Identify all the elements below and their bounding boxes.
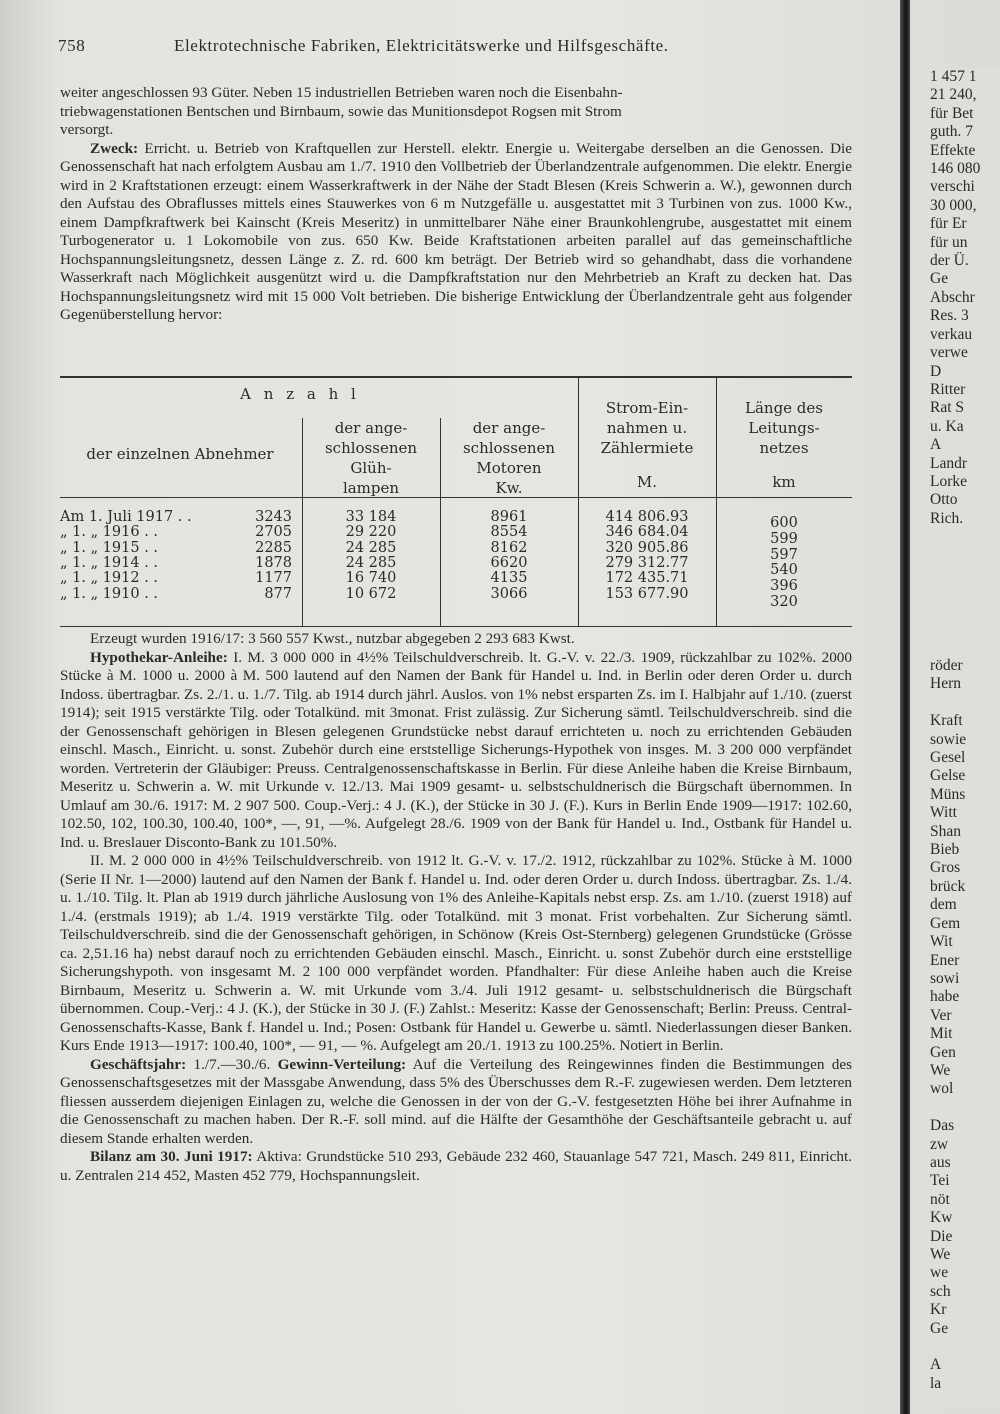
- erzeugt-line: Erzeugt wurden 1916/17: 3 560 557 Kwst., nutzbar abgegeben 2 293 683 Kwst.: [90, 630, 575, 647]
- row-motoren: 8162: [490, 539, 528, 556]
- row-abnehmer: 2705: [255, 524, 292, 541]
- adjacent-line: Kw: [930, 1209, 953, 1227]
- adjacent-line: [930, 694, 1000, 712]
- table-header-motoren: der ange- schlossenen Motoren Kw.: [462, 419, 556, 497]
- adjacent-line: Hern: [930, 675, 961, 693]
- adjacent-line: u. Ka: [930, 417, 964, 435]
- adjacent-line: wol: [930, 1080, 954, 1098]
- adjacent-line: 1 457 1: [930, 68, 977, 85]
- zweck-label: Zweck:: [90, 139, 139, 157]
- row-laenge: 320: [770, 594, 798, 610]
- adjacent-line: Rat S: [930, 399, 965, 417]
- intro-line: weiter angeschlossen 93 Güter. Neben 15 industriellen Betrieben waren noch die Eisenbahn-: [60, 84, 623, 101]
- adjacent-line: für Bet: [930, 104, 974, 122]
- row-einnahmen: 172 435.71: [605, 570, 689, 587]
- adjacent-line: Bieb: [930, 841, 960, 859]
- adjacent-line: [930, 602, 1000, 620]
- row-lampen: 29 220: [345, 524, 397, 541]
- row-einnahmen: 414 806.93: [605, 509, 689, 525]
- adjacent-line: zw: [930, 1135, 949, 1153]
- adjacent-line: sowi: [930, 969, 960, 987]
- adjacent-line: Gelse: [930, 767, 966, 785]
- adjacent-line: Lorke: [930, 472, 968, 490]
- row-abnehmer: 3243: [255, 509, 292, 525]
- adjacent-line: [930, 1338, 1000, 1356]
- table-header-abnehmer: der einzelnen Abnehmer: [86, 445, 274, 463]
- table-top-rule: [60, 376, 852, 378]
- adjacent-line: Effekte: [930, 141, 976, 159]
- table-bottom-rule: [60, 626, 852, 627]
- adjacent-line: der Ü.: [930, 252, 969, 270]
- body-text: [60, 630, 852, 1185]
- adjacent-line: Shan: [930, 822, 961, 840]
- row-date: „ 1. „ 1914 . .: [60, 554, 159, 571]
- adjacent-line: Tei: [930, 1172, 950, 1190]
- adjacent-line: sowie: [930, 730, 967, 748]
- row-laenge: 540: [770, 562, 798, 579]
- adjacent-line: We: [930, 1246, 951, 1263]
- row-laenge: 600: [770, 515, 798, 531]
- adjacent-line: Ener: [930, 951, 960, 969]
- adjacent-line: sch: [930, 1282, 951, 1300]
- adjacent-line: verwe: [930, 344, 968, 362]
- adjacent-line: D: [930, 362, 942, 380]
- adjacent-line: verschi: [930, 178, 975, 196]
- zweck-text: Erricht. u. Betrieb von Kraftquellen zur Herstell. elektr. Energie u. Weitergabe derselben an die Genossen. Die Genossenschaft hat nach erfolgtem Ausbau am 1./7. 1910 den Vollbetrieb der Überlandzentrale aufgenommen. Die elektr. Energie wird in 2 Kraftstationen erzeugt: einem Wasserkraftwerk in der Nähe der Stadt Blesen (Kreis Schwerin a. W.), gewonnen durch den Aufstau des Obraflusses mittels eines Stauwerkes von 6 m Nutzgefälle u. ausgestattet mit 3 Turbinen von zus. 1000 Kw., einem Dampfkraftwerk bei Kainscht (Kreis Meseritz) in unmittelbarer Nähe einer Braunkohlengrube, ausgestattet mit einem Turbogenerator u. 1 Lokomobile von zus. 650 Kw. Beide Kraftstationen arbeiten parallel auf das gemeinschaftliche Hochspannungsleitungsnetz, dessen Länge z. Z. rd. 600 km beträgt. Der Betrieb wird so gehandhabt, dass die vorhandene Wasserkraft nach Möglichkeit ausgenützt wird u. die Dampfkraftstation nur den Mehrbetrieb an Kraft zu decken hat. Das Hochspannungsleitungsnetz wird mit 15 000 Volt betrieben. Die bisherige Entwicklung der Überlandzentrale geht aus folgender Gegenüberstellung hervor:: [60, 139, 852, 323]
- table-group-header: A n z a h l: [240, 385, 360, 403]
- hypothekar-text: I. M. 3 000 000 in 4½% Teilschuldverschreib. lt. G.-V. v. 22./3. 1909, rückzahlbar zu 102%. 2000 Stücke à M. 1000 u. 2000 à M. 500 lautend auf den Namen der Bank für Handel u. Ind. in Berlin oder deren Order u. durch Indoss. übertragbar. Zs. 2./1. u. 1./7. Tilg. ab 1914 durch jährl. Auslos. von 1% nebst ersparten Zs. im I. Halbjahr auf 1./10. (zuerst 1914); seit 1915 verstärkte Tilg. oder Totalkünd. mit 3monat. Frist zulässig. Zur Sicherung sämtl. Teilschuldverschreib. sind die der Genossenschaft gehörigen in Blesen gelegenen Grundstücke nebst darauf errichteten u. noch zu errichtenden Gebäuden einschl. Masch., Einricht. u. sonst. Zubehör durch eine erststellige Sicherungs-Hypothek von insges. M. 3 200 000 verpfändet worden. Vertreterin der Gläubiger: Preuss. Centralgenossenschaftskasse in Berlin. Für diese Anleihe haben die Kreise Birnbaum, Meseritz u. Schwerin a. W. mit Urkunde v. 12./13. Mai 1909 gesamt- u. selbstschuldnerisch die Bürgschaft übernommen. In Umlauf am 30./6. 1917: M. 2 907 500. Coup.-Verj.: 4 J. (K.), der Stücke in 30 J. (F.). Kurs in Berlin Ende 1909—1917: 102.60, 102.50, 102, 100.30, 100.40, 100*, —, 91, —%. Aufgelegt 28./6. 1909 von der Bank für Handel u. Ind., Ostbank für Handel u. Ind. u. Breslauer Disconto-Bank zu 101.50%.: [60, 648, 852, 851]
- bilanz-paragraph: [60, 1148, 852, 1185]
- row-einnahmen: 346 684.04: [605, 524, 689, 541]
- page-number: 758: [58, 36, 86, 55]
- adjacent-line: we: [930, 1264, 949, 1282]
- adjacent-line: Witt: [930, 804, 957, 822]
- row-lampen: 16 740: [345, 570, 397, 587]
- gewinn-text: Auf die Verteilung des Reingewinnes finden die Bestimmungen des Genossenschaftsgesetzes mit der Massgabe Anwendung, dass 5% des Überschusses dem R.-F. zugewiesen werden. Dem letzteren fliessen ausserdem diejenigen Einlagen zu, welche die Genossen in der von der G.-V. festgesetzten Höhe bei ihrer Aufnahme in die Genossenschaft zu machen haben. Der R.-F. soll mind. auf die Hälfte der Gesamthöhe der Geschäftsanteile gebracht u. auf diesem Stande erhalten werden.: [60, 1055, 852, 1147]
- row-abnehmer: 2285: [255, 539, 292, 556]
- adjacent-line: nöt: [930, 1190, 950, 1208]
- adjacent-line: für Er: [930, 215, 967, 233]
- row-laenge: 597: [770, 546, 798, 563]
- adjacent-line: Gen: [930, 1043, 956, 1061]
- row-einnahmen: 279 312.77: [605, 554, 689, 571]
- adjacent-line: guth. 7: [930, 123, 974, 141]
- adjacent-line: We: [930, 1061, 951, 1079]
- running-title: Elektrotechnische Fabriken, Elektricitätswerke und Hilfsgeschäfte.: [174, 36, 669, 55]
- adjacent-line: röder: [930, 657, 963, 674]
- adjacent-line: Das: [930, 1117, 955, 1135]
- row-laenge: 599: [770, 530, 798, 547]
- geschaeftsjahr-text: 1./7.—30./6.: [186, 1055, 271, 1073]
- adjacent-line: Ritter: [930, 380, 966, 398]
- adjacent-line: 21 240,: [930, 86, 977, 104]
- row-abnehmer: 877: [264, 585, 292, 602]
- anleihe2-paragraph: II. M. 2 000 000 in 4½% Teilschuldverschreib. von 1912 lt. G.-V. v. 17./2. 1912, rückzahlbar zu 102%. Stücke à M. 1000 (Serie II Nr. 1—2000) lautend auf den Namen der Bank f. Handel u. Ind. oder deren Order u. durch Indoss. übertragbar. Zs. 1./4. u. 1./10. Tilg. lt. Plan ab 1919 durch jährliche Auslosung von 1% des Anleihe-Kapitals nebst ersp. Zs. am 1./10. (zuerst 1918) auf 1./4. (erstmals 1919); ab 1./4. 1919 verstärkte Tilg. oder Totalkünd. mit 3 monat. Frist vorbehalten. Zur Sicherung sämtl. Teilschuldverschreib. sind die der Genossenschaft gehörigen, in Schönow (Kreis Ost-Sternberg) gelegenen Grundstücke (Grösse ca. 2,51.16 ha) nebst darauf noch zu errichtenden Gebäuden einschl. Masch., Einricht. u. sonst Zubehör durch eine erststellige Sicherungshypoth. von insgesamt M. 2 100 000 verpfändet worden. Pfandhalter: Für diese Anleihe haben auch die Kreise Birnbaum, Meseritz u. Schwerin a. W. mit Urkunde vom 3./4. Juli 1912 gesamt- u. selbstschuldnerisch die Bürgschaft übernommen. Coup.-Verj.: 4 J. (K.), der Stücke in 30 J. (F.) Zahlst.: Meseritz: Kasse der Genossenschaft; Berlin: Preuss. Central-Genossenschafts-Kasse, Bank f. Handel u. Ind.; Posen: Ostbank für Handel u. Gewerbe u. sämtl. Niederlassungen dieser Banken. Kurs Ende 1913—1917: 100.40, 100*, — 91, — %. Aufgelegt am 20./1. 1913 zu 100.25%. Notiert in Berlin.: [60, 852, 852, 1054]
- row-date: „ 1. „ 1915 . .: [60, 539, 159, 556]
- adjacent-line: für un: [930, 233, 968, 251]
- adjacent-line: 146 080: [930, 160, 981, 178]
- row-date: Am 1. Juli 1917 . .: [60, 509, 192, 525]
- adjacent-line: Abschr: [930, 288, 975, 306]
- adjacent-line: [930, 565, 1000, 583]
- geschaeftsjahr-label: Geschäftsjahr:: [90, 1055, 187, 1073]
- adjacent-line: Kraft: [930, 712, 963, 730]
- adjacent-line: Mit: [930, 1025, 953, 1043]
- row-laenge: 396: [770, 578, 798, 595]
- row-motoren: 3066: [490, 585, 528, 602]
- column-gutter: [900, 0, 910, 1414]
- adjacent-line: [930, 528, 1000, 546]
- adjacent-line: dem: [930, 896, 957, 914]
- row-motoren: 8961: [490, 509, 528, 525]
- adjacent-line: [930, 1099, 1000, 1117]
- row-einnahmen: 153 677.90: [605, 585, 689, 602]
- row-date: „ 1. „ 1916 . .: [60, 524, 159, 541]
- adjacent-line: Kr: [930, 1301, 947, 1319]
- adjacent-line: A: [930, 1356, 942, 1374]
- adjacent-line: brück: [930, 877, 966, 895]
- adjacent-line: 30 000,: [930, 196, 977, 214]
- adjacent-line: Res. 3: [930, 307, 969, 325]
- adjacent-line: A: [930, 436, 942, 454]
- adjacent-line: Gesel: [930, 749, 966, 767]
- intro-paragraph: [60, 84, 852, 325]
- adjacent-line: Landr: [930, 454, 968, 472]
- row-motoren: 6620: [490, 554, 528, 571]
- adjacent-line: habe: [930, 988, 960, 1006]
- table-header-laenge: Länge des Leitungs- netzes km: [745, 399, 823, 491]
- row-lampen: 33 184: [345, 509, 397, 525]
- adjacent-line: [930, 583, 1000, 601]
- geschaeftsjahr-paragraph: [60, 1056, 852, 1149]
- hypothekar-paragraph: [60, 649, 852, 853]
- adjacent-line: [930, 547, 1000, 565]
- adjacent-line: aus: [930, 1153, 951, 1171]
- adjacent-line: [930, 620, 1000, 638]
- adjacent-line: [930, 639, 1000, 657]
- row-lampen: 10 672: [345, 585, 397, 602]
- row-motoren: 8554: [490, 524, 528, 541]
- intro-line: versorgt.: [60, 121, 114, 138]
- zweck-paragraph: [60, 140, 852, 325]
- table-header-einnahmen: Strom-Ein- nahmen u. Zählermiete M.: [600, 399, 694, 491]
- row-lampen: 24 285: [345, 554, 397, 571]
- adjacent-line: Ge: [930, 270, 949, 288]
- adjacent-line: Die: [930, 1227, 953, 1245]
- row-date: „ 1. „ 1910 . .: [60, 585, 159, 602]
- hypothekar-label: Hypothekar-Anleihe:: [90, 648, 228, 666]
- adjacent-line: Ge: [930, 1319, 949, 1337]
- row-date: „ 1. „ 1912 . .: [60, 570, 159, 587]
- gewinn-label: Gewinn-Verteilung:: [277, 1055, 407, 1073]
- row-abnehmer: 1878: [255, 554, 292, 571]
- adjacent-line: verkau: [930, 325, 973, 343]
- adjacent-line: Müns: [930, 785, 966, 803]
- intro-line: triebwagenstationen Bentschen und Birnbaum, sowie das Munitionsdepot Rogsen mit Strom: [60, 102, 622, 120]
- adjacent-line: Gem: [930, 914, 961, 932]
- adjacent-line: Wit: [930, 933, 953, 951]
- bilanz-label: Bilanz am 30. Juni 1917:: [90, 1148, 253, 1165]
- row-abnehmer: 1177: [255, 570, 292, 587]
- adjacent-line: Otto: [930, 491, 958, 509]
- row-einnahmen: 320 905.86: [605, 539, 689, 556]
- adjacent-line: Gros: [930, 859, 961, 877]
- table-header-lampen: der ange- schlossenen Glüh- lampen: [324, 419, 418, 497]
- adjacent-line: Ver: [930, 1006, 952, 1024]
- adjacent-page-column: [912, 68, 1000, 1408]
- bilanz-text: Aktiva: Grundstücke 510 293, Gebäude 232 460, Stauanlage 547 721, Masch. 249 811, Einricht. u. Zentralen 214 452, Masten 452 779, Hochspannungsleit.: [60, 1148, 852, 1184]
- adjacent-line: la: [930, 1374, 942, 1392]
- adjacent-line: Rich.: [930, 509, 964, 527]
- row-motoren: 4135: [490, 570, 528, 587]
- row-lampen: 24 285: [345, 539, 397, 556]
